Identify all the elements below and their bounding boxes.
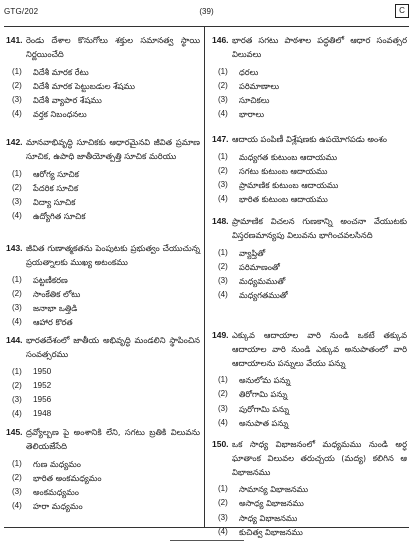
option-number: (3) bbox=[218, 275, 228, 285]
option-4[interactable] bbox=[218, 107, 407, 121]
option-4[interactable] bbox=[12, 107, 200, 121]
column-divider bbox=[204, 27, 205, 527]
booklet-code: GTG/202 bbox=[4, 7, 39, 16]
option-number: (2) bbox=[218, 389, 228, 399]
option-2[interactable] bbox=[12, 181, 200, 195]
option-text: అసాధ్య విభాజనము bbox=[239, 498, 304, 509]
option-1[interactable] bbox=[12, 365, 200, 379]
question-144 bbox=[6, 334, 200, 421]
option-text: మధ్యగతముతో bbox=[239, 289, 288, 300]
option-text: భారిత అంకమధ్యమం bbox=[33, 472, 102, 483]
option-list bbox=[6, 167, 200, 223]
option-2[interactable] bbox=[218, 387, 407, 401]
option-2[interactable] bbox=[218, 496, 407, 510]
option-3[interactable] bbox=[12, 301, 200, 315]
option-3[interactable] bbox=[218, 511, 407, 525]
question-text: ఒక సాధ్య విభాజనంలో మధ్యమము నుండి అర్ధ ఘాతాంక విలువల తరుచ్చయ (మద్య) కలిగిన ఆ విభాజనము bbox=[232, 439, 407, 477]
option-number: (4) bbox=[12, 408, 22, 418]
option-1[interactable] bbox=[218, 482, 407, 496]
option-text: మధ్యమముతో bbox=[239, 275, 286, 286]
option-4[interactable] bbox=[218, 525, 407, 539]
option-list bbox=[6, 273, 200, 329]
page-header bbox=[4, 4, 409, 24]
option-text: వ్యాప్తితో bbox=[239, 247, 266, 258]
question-text: భారత సగటు పాఠశాల పద్ధతిలో ఆధార సంవత్సర విలువలు bbox=[232, 35, 407, 59]
option-number: (4) bbox=[218, 526, 228, 536]
option-number: (2) bbox=[218, 261, 228, 271]
option-number: (3) bbox=[12, 302, 22, 312]
option-text: సగటు కుటుంబ ఆదాయము bbox=[239, 165, 328, 176]
option-number: (4) bbox=[218, 108, 228, 118]
question-143 bbox=[6, 242, 200, 329]
option-number: (3) bbox=[218, 179, 228, 189]
option-text: తిరోగామి పన్ను bbox=[239, 389, 288, 400]
option-text: 1956 bbox=[33, 394, 52, 404]
option-text: పరిమాణాలు bbox=[239, 80, 280, 91]
question-number: 143. bbox=[6, 243, 23, 253]
set-letter-box: C bbox=[395, 4, 409, 18]
option-1[interactable] bbox=[12, 167, 200, 181]
option-3[interactable] bbox=[218, 178, 407, 192]
option-1[interactable] bbox=[218, 150, 407, 164]
option-text: సూచికలు bbox=[239, 94, 270, 105]
question-text: ఆదాయ పంపిణీ విశ్లేషణకు ఉపయోగపడు అంశం bbox=[232, 134, 387, 144]
option-text: విదేశీ మారక రేటు bbox=[33, 66, 89, 77]
option-text: సామాన్య విభాజనము bbox=[239, 484, 309, 495]
question-number: 141. bbox=[6, 35, 23, 45]
option-4[interactable] bbox=[12, 315, 200, 329]
option-number: (2) bbox=[218, 80, 228, 90]
option-number: (4) bbox=[12, 316, 22, 326]
option-text: అనుపాత పన్ను bbox=[239, 417, 289, 428]
option-number: (1) bbox=[12, 366, 22, 376]
option-1[interactable] bbox=[218, 65, 407, 79]
option-2[interactable] bbox=[12, 471, 200, 485]
option-number: (2) bbox=[12, 182, 22, 192]
option-number: (1) bbox=[12, 274, 22, 284]
option-list bbox=[212, 65, 407, 121]
option-number: (1) bbox=[12, 168, 22, 178]
option-2[interactable] bbox=[12, 79, 200, 93]
option-number: (1) bbox=[218, 66, 228, 76]
option-number: (4) bbox=[12, 210, 22, 220]
option-list bbox=[212, 482, 407, 538]
option-text: ఉద్యోగిత సూచిక bbox=[33, 210, 86, 221]
option-1[interactable] bbox=[12, 65, 200, 79]
option-4[interactable] bbox=[218, 192, 407, 206]
option-3[interactable] bbox=[12, 93, 200, 107]
question-text: భారతదేశంలో జాతీయ అభివృద్ధి మండలిని స్థాపించిన సంవత్సరము bbox=[26, 335, 200, 359]
option-number: (2) bbox=[12, 380, 22, 390]
question-number: 150. bbox=[212, 439, 229, 449]
option-text: విదేశీ వ్యాపార శేషము bbox=[33, 94, 102, 105]
option-text: పరిమాణంతో bbox=[239, 261, 280, 272]
option-list bbox=[6, 65, 200, 121]
option-4[interactable] bbox=[12, 209, 200, 223]
option-text: కుచిత్వ విభాజనము bbox=[239, 526, 303, 537]
option-number: (1) bbox=[12, 66, 22, 76]
footer-rule bbox=[170, 540, 244, 541]
option-2[interactable] bbox=[12, 287, 200, 301]
option-number: (2) bbox=[218, 498, 228, 508]
option-text: సాంకేతిక లోటు bbox=[33, 288, 81, 299]
option-text: భారిత కుటుంబ ఆదాయము bbox=[239, 194, 328, 205]
option-3[interactable] bbox=[218, 402, 407, 416]
option-number: (2) bbox=[12, 472, 22, 482]
option-number: (1) bbox=[12, 458, 22, 468]
option-text: అంకమధ్యమం bbox=[33, 486, 79, 497]
question-number: 146. bbox=[212, 35, 229, 45]
question-text: ఎక్కువ ఆదాయాల వారి నుండి ఒకటే తక్కువ ఆదాయాల వారి నుండి ఎక్కువ అనుపాతంలో వారి ఆదాయాలను పన్నులు వేయు పన్ను bbox=[232, 330, 407, 368]
option-list bbox=[212, 373, 407, 429]
option-text: 1950 bbox=[33, 366, 52, 376]
option-4[interactable] bbox=[12, 499, 200, 513]
option-list bbox=[212, 246, 407, 302]
option-number: (2) bbox=[12, 80, 22, 90]
option-1[interactable] bbox=[12, 273, 200, 287]
option-1[interactable] bbox=[218, 373, 407, 387]
option-text: ఆరోగ్య సూచిక bbox=[33, 168, 79, 179]
option-number: (4) bbox=[12, 500, 22, 510]
question-number: 147. bbox=[212, 134, 229, 144]
option-number: (4) bbox=[218, 194, 228, 204]
question-147 bbox=[212, 133, 407, 206]
question-149 bbox=[212, 329, 407, 430]
question-columns bbox=[4, 26, 409, 537]
question-number: 142. bbox=[6, 137, 23, 147]
option-list bbox=[6, 365, 200, 421]
option-text: జనాభా ఒత్తిడి bbox=[33, 302, 78, 313]
option-number: (4) bbox=[12, 108, 22, 118]
option-number: (1) bbox=[218, 484, 228, 494]
option-2[interactable] bbox=[12, 379, 200, 393]
question-number: 144. bbox=[6, 335, 23, 345]
option-number: (3) bbox=[12, 394, 22, 404]
option-text: మధ్యగత కుటుంబ ఆదాయము bbox=[239, 151, 338, 162]
option-3[interactable] bbox=[218, 93, 407, 107]
option-number: (4) bbox=[218, 289, 228, 299]
option-number: (1) bbox=[218, 247, 228, 257]
option-text: ధరలు bbox=[239, 66, 259, 77]
option-number: (3) bbox=[12, 94, 22, 104]
option-text: పేదరిక సూచిక bbox=[33, 182, 79, 193]
option-number: (3) bbox=[12, 196, 22, 206]
option-text: విదేశీ మారక పెట్టుబడుల శేషము bbox=[33, 80, 135, 91]
option-4[interactable] bbox=[12, 407, 200, 421]
question-145 bbox=[6, 426, 200, 513]
question-number: 149. bbox=[212, 330, 229, 340]
option-text: విద్యా సూచిక bbox=[33, 196, 76, 207]
option-2[interactable] bbox=[218, 79, 407, 93]
option-text: అనులోమ పన్ను bbox=[239, 375, 291, 386]
question-text: ప్రామాణిక విచలన గుణకాన్ని అంచనా వేయుటకు విస్తరణమాన్యపు విలువను భాగించవలసినది bbox=[232, 216, 407, 240]
option-1[interactable] bbox=[12, 457, 200, 471]
option-list bbox=[6, 457, 200, 513]
option-text: హరా మధ్యమం bbox=[33, 500, 83, 511]
option-text: వర్తక నిబంధనలు bbox=[33, 108, 87, 119]
question-150 bbox=[212, 438, 407, 539]
option-text: పురోగామి పన్ను bbox=[239, 403, 290, 414]
option-number: (1) bbox=[218, 151, 228, 161]
option-text: పట్టణీకరణ bbox=[33, 274, 68, 285]
option-number: (2) bbox=[12, 288, 22, 298]
option-3[interactable] bbox=[12, 393, 200, 407]
option-text: గుణ మధ్యమం bbox=[33, 458, 81, 469]
option-1[interactable] bbox=[218, 246, 407, 260]
question-text: మానవాభివృద్ధి సూచికకు ఆధారమైనవి జీవిత ప్రమాణ సూచిక, ఉపాధి జాతీయోత్పత్తి సూచిక మరియు bbox=[26, 137, 200, 161]
option-3[interactable] bbox=[12, 485, 200, 499]
option-text: 1952 bbox=[33, 380, 52, 390]
question-148 bbox=[212, 215, 407, 302]
option-2[interactable] bbox=[218, 164, 407, 178]
option-number: (4) bbox=[218, 417, 228, 427]
option-text: ప్రామాణిక కుటుంబ ఆదాయము bbox=[239, 179, 339, 190]
option-number: (2) bbox=[218, 165, 228, 175]
option-text: భారాలు bbox=[239, 108, 265, 119]
option-2[interactable] bbox=[218, 260, 407, 274]
option-3[interactable] bbox=[218, 274, 407, 288]
option-text: 1948 bbox=[33, 408, 52, 418]
option-number: (3) bbox=[218, 512, 228, 522]
question-142 bbox=[6, 136, 200, 223]
option-number: (3) bbox=[218, 94, 228, 104]
question-146 bbox=[212, 34, 407, 121]
option-number: (3) bbox=[218, 403, 228, 413]
option-number: (3) bbox=[12, 486, 22, 496]
option-number: (1) bbox=[218, 375, 228, 385]
option-text: ఆహార కొరత bbox=[33, 316, 73, 327]
option-list bbox=[212, 150, 407, 206]
question-141 bbox=[6, 34, 200, 121]
question-text: రెండు దేశాల కొనుగోలు శక్తుల సమానత్వ స్థాయి నిర్ణయించేది bbox=[26, 35, 200, 59]
option-3[interactable] bbox=[12, 195, 200, 209]
page-number: (39) bbox=[199, 7, 214, 16]
question-text: ద్రవ్యోల్బణ పై అంశానికి లేని, సగటు బ్రతికి విలువను తెలియజేసేది bbox=[26, 427, 200, 451]
option-text: సాధ్య విభాజనము bbox=[239, 512, 298, 523]
option-4[interactable] bbox=[218, 288, 407, 302]
question-text: జీవిత గుణాత్మకతను పెంపుటకు ప్రభుత్వం చేయుచున్న ప్రయత్నాలకు ముఖ్య అటంకము bbox=[26, 243, 200, 267]
question-number: 145. bbox=[6, 427, 23, 437]
option-4[interactable] bbox=[218, 416, 407, 430]
question-number: 148. bbox=[212, 216, 229, 226]
